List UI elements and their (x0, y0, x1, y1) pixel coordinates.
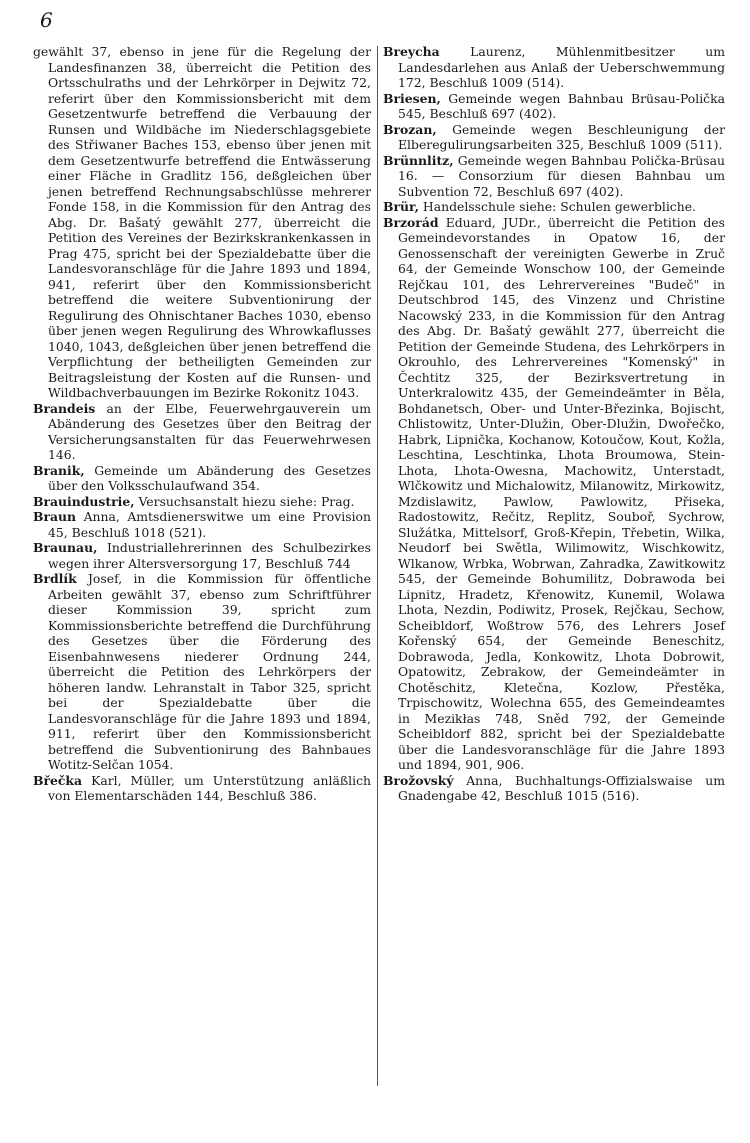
index-entry (33, 773, 371, 804)
entry-text: Versuchsanstalt hiezu siehe: Prag. (134, 493, 355, 509)
page-number: 6 (40, 8, 53, 32)
entry-text: an der Elbe, Feuerwehrgauverein um Abänderung des Gesetzes über den Beitrag der Versicherungsanstalten für das Feuerwehrwesen 146. (48, 400, 371, 462)
index-entry (383, 44, 725, 91)
index-entry (383, 91, 725, 122)
entry-text: gewählt 37, ebenso in jene für die Regelung der Landesfinanzen 38, überreicht die Petition des Ortsschulraths und der Lehrkörper in Dejwitz 72, referirt über den Kommissionsbericht mit dem Gesetzentwurfe betreffend die Verbauung der Runsen und Wildbäche im Niederschlagsgebiete des Střiwaner Baches 153, ebenso über jenen mit dem Gesetzentwurfe betreffend die Entwässerung einer Fläche in Gradlitz 156, deßgleichen über jenen betreffend Rechnungsabschlüsse mehrerer Fonde 158, in die Kommission für den Antrag des Abg. Dr. Bašatý gewählt 277, überreicht die Petition des Vereines der Bezirkskrankenkassen in Prag 475, spricht bei der Spezialdebatte über die Landesvoranschläge für die Jahre 1893 und 1894, 941, referirt über den Kommissionsbericht betreffend die weitere Subventionirung der Regulirung des Ohnischtaner Baches 1030, ebenso über jenen wegen Regulirung des Whrowkaflusses 1040, 1043, deßgleichen über jenen betreffend die Verpflichtung der betheiligten Gemeinden zur Beitragsleistung der Kosten auf die Runsen- und Wildbachverbauungen im Bezirke Rokonitz 1043. (33, 44, 371, 400)
entry-text: Karl, Müller, um Unterstützung anläßlich von Elementarschäden 144, Beschluß 386. (48, 772, 371, 803)
entry-headword: Brožovský (383, 772, 454, 788)
entry-text: Gemeinde um Abänderung des Gesetzes über den Volksschulaufwand 354. (48, 462, 371, 493)
entry-headword: Brzorád (383, 214, 439, 230)
index-entry (33, 540, 371, 571)
entry-text: Eduard, JUDr., überreicht die Petition des Gemeindevorstandes in Opatow 16, der Genossenschaft der vereinigten Gewerbe in Zruč 64, der Gemeinde Wonschow 100, der Gemeinde Rejčkau 101, des Lehrervereines "Budeč" in Deutschbrod 145, des Vinzenz und Christine Nacowský 233, in die Kommission für den Antrag des Abg. Dr. Bašatý gewählt 277, überreicht die Petition der Gemeinde Studena, des Lehrkörpers in Okrouhlo, des Lehrervereines "Komenský" in Čechtitz 325, der Bezirksvertretung in Unterkralowitz 435, der Gemeindeämter in Běla, Bohdanetsch, Ober- und Unter-Březinka, Bojischt, Chlistowitz, Unter-Dlužin, Ober-Dlužin, Dwořečko, Habrk, Lipnička, Kochanow, Kotoučow, Kout, Kožla, Leschtina, Leschtinka, Lhota Broumowa, Stein-Lhota, Lhota-Owesna, Machowitz, Unterstadt, Wlčkowitz und Michalowitz, Milanowitz, Mirkowitz, Mzdislawitz, Pawlow, Pawlowitz, Přiseka, Radostowitz, Rečitz, Replitz, Souboř, Sychrow, Služátka, Mittelsorf, Groß-Křepin, Třebetin, Wilka, Neudorf bei Swětla, Wilimowitz, Wischkowitz, Wlkanow, Wrbka, Wobrwan, Zahradka, Zawitkowitz 545, der Gemeinde Bohumilitz, Dobrawoda bei Lipnitz, Hradetz, Křenowitz, Kunemil, Wolawa Lhota, Nezdin, Podiwitz, Prosek, Rejčkau, Sechow, Scheibldorf, Woßtrow 576, des Lehrers Josef Kořenský 654, der Gemeinde Beneschitz, Dobrawoda, Jedla, Konkowitz, Lhota Dobrowit, Opatowitz, Zebrakow, der Gemeindeämter in Chotěschitz, Kletečna, Kozlow, Přestěka, Trpischowitz, Wolechna 655, des Gemeindeamtes in Mezikłas 748, Sněd 792, der Gemeinde Scheibldorf 882, spricht bei der Spezialdebatte über die Landesvoranschläge für die Jahre 1893 und 1894, 901, 906. (398, 214, 725, 772)
entry-text: Industriallehrerinnen des Schulbezirkes wegen ihrer Altersversorgung 17, Beschluß 744 (48, 540, 371, 571)
entry-headword: Brandeis (33, 400, 96, 416)
entry-text: Gemeinde wegen Bahnbau Polička-Brüsau 16. — Consorzium für diesen Bahnbau um Subvention 72, Beschluß 697 (402). (398, 152, 725, 199)
entry-headword: Brauindustrie, (33, 493, 135, 509)
entry-headword: Brozan, (383, 121, 437, 137)
index-entry (33, 44, 371, 401)
index-entry (383, 153, 725, 200)
index-entry (383, 199, 725, 215)
index-entry (33, 463, 371, 494)
entry-text: Anna, Amtsdienerswitwe um eine Provision 45, Beschluß 1018 (521). (48, 509, 371, 540)
index-entry (383, 773, 725, 804)
index-entry (33, 509, 371, 540)
entry-headword: Břečka (33, 772, 83, 788)
entry-headword: Braun (33, 509, 77, 524)
right-column (383, 44, 725, 804)
entry-text: Gemeinde wegen Bahnbau Brüsau-Polička 545, Beschluß 697 (402). (398, 90, 725, 121)
entry-text: Josef, in die Kommission für öffentliche Arbeiten gewählt 37, ebenso zum Schriftführer dieser Kommission 39, spricht zum Kommissionsberichte betreffend die Durchführung des Gesetzes über die Förderung des Eisenbahnwesens niederer Ordnung 244, überreicht die Petition des Lehrkörpers der höheren landw. Lehranstalt in Tabor 325, spricht bei der Spezialdebatte über die Landesvoranschläge für die Jahre 1893 und 1894, 911, referirt über den Kommissionsbericht betreffend die Subventionirung des Bahnbaues Wotitz-Selčan 1054. (48, 571, 371, 772)
column-divider (377, 46, 378, 1086)
entry-headword: Breycha (383, 44, 440, 59)
index-entry (33, 494, 371, 510)
entry-text: Laurenz, Mühlenmitbesitzer um Landesdarlehen aus Anlaß der Ueberschwemmung 172, Beschluß 1009 (514). (398, 44, 725, 90)
entry-text: Handelsschule siehe: Schulen gewerbliche. (418, 199, 696, 214)
index-entry (383, 122, 725, 153)
index-entry (33, 571, 371, 773)
entry-headword: Brür, (383, 199, 419, 214)
entry-headword: Brdlík (33, 571, 77, 586)
entry-text: Gemeinde wegen Beschleunigung der Elberegulirungsarbeiten 325, Beschluß 1009 (511). (398, 121, 725, 152)
entry-text: Anna, Buchhaltungs-Offizialswaise um Gnadengabe 42, Beschluß 1015 (516). (398, 772, 725, 803)
entry-headword: Briesen, (383, 90, 441, 106)
entry-headword: Brünnlitz, (383, 152, 454, 168)
index-entry (33, 401, 371, 463)
index-entry (383, 215, 725, 773)
entry-headword: Braunau, (33, 540, 98, 555)
left-column (33, 44, 371, 804)
entry-headword: Branik, (33, 462, 85, 478)
